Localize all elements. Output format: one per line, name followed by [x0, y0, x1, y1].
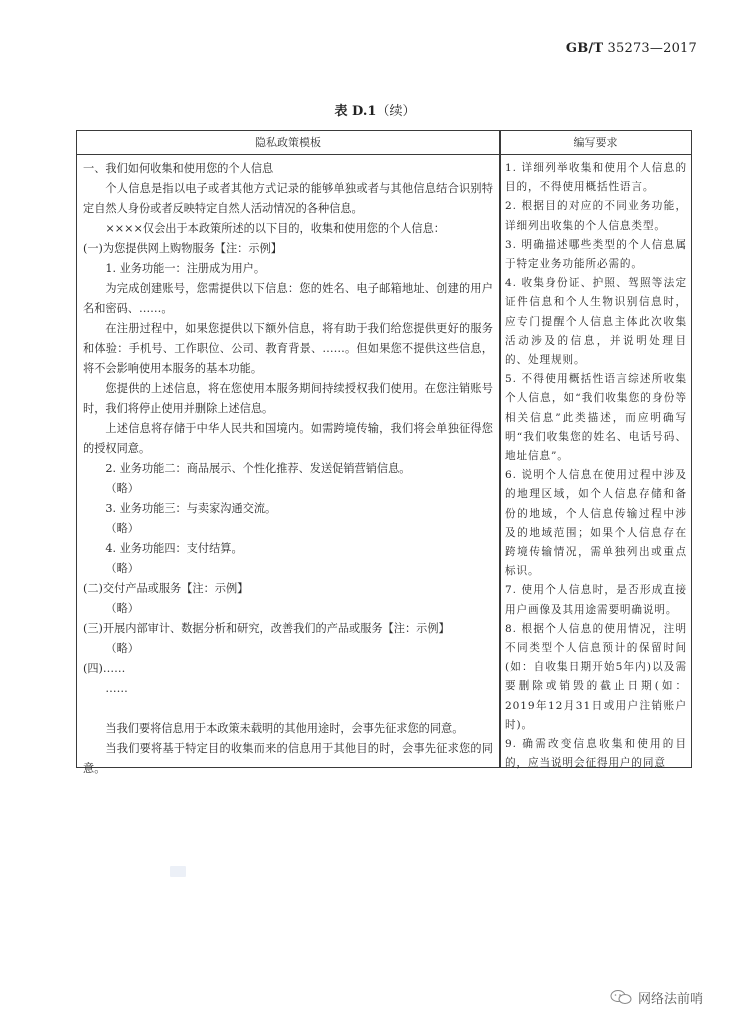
table-title-suffix: （续）	[376, 104, 416, 119]
template-paragraph: 2. 业务功能二：商品展示、个性化推荐、发送促销营销信息。	[105, 462, 411, 475]
paragraph-spacer	[83, 699, 493, 719]
table-title	[0, 100, 750, 119]
template-paragraph: (四)……	[83, 662, 126, 675]
column-header-template: 隐私政策模板	[255, 136, 321, 149]
standard-number: 35273—2017	[607, 41, 697, 56]
template-paragraph: 一、我们如何收集和使用您的个人信息	[83, 162, 274, 175]
requirement-item: 3. 明确描述哪些类型的个人信息属于特定业务功能所必需的。	[505, 238, 687, 271]
template-paragraph: ……	[105, 682, 128, 695]
template-paragraph: (一)为您提供网上购物服务【注：示例】	[83, 242, 282, 255]
template-paragraph: 1. 业务功能一：注册成为用户。	[105, 262, 266, 275]
template-paragraph: （略）	[105, 482, 139, 495]
template-paragraph: 个人信息是指以电子或者其他方式记录的能够单独或者与其他信息结合识别特定自然人身份或者反映特定自然人活动情况的各种信息。	[83, 182, 493, 215]
standard-prefix: GB/T	[565, 41, 604, 56]
template-paragraph: （略）	[105, 642, 139, 655]
template-paragraph: 上述信息将存储于中华人民共和国境内。如需跨境传输，我们将会单独征得您的授权同意。	[83, 422, 493, 455]
template-paragraph: ××××仅会出于本政策所述的以下目的，收集和使用您的个人信息：	[105, 222, 445, 235]
table-title-label: 表 D.1	[334, 104, 377, 119]
footer-brand-name: 网络法前哨	[638, 991, 704, 1007]
requirement-item: 4. 收集身份证、护照、驾照等法定证件信息和个人生物识别信息时，应专门提醒个人信息主体此次收集活动涉及的信息，并说明处理目的、处理规则。	[505, 277, 687, 367]
template-paragraph: （略）	[105, 602, 139, 615]
standard-code	[566, 41, 697, 56]
requirement-item: 6. 说明个人信息在使用过程中涉及的地理区域，如个人信息存储和备份的地域，个人信息传输过程中涉及的地域范围；如果个人信息存在跨境传输情况，需单独列出或重点标识。	[505, 469, 687, 578]
template-paragraph: 4. 业务功能四：支付结算。	[105, 542, 243, 555]
template-column-content	[83, 159, 493, 779]
template-paragraph: （略）	[105, 522, 139, 535]
footer-brand	[610, 985, 703, 1009]
template-paragraph: (二)交付产品或服务【注：示例】	[83, 582, 249, 595]
column-divider	[499, 131, 501, 767]
wechat-icon	[610, 989, 632, 1005]
template-paragraph: （略）	[105, 562, 139, 575]
template-paragraph: (三)开展内部审计、数据分析和研究，改善我们的产品或服务【注：示例】	[83, 622, 450, 635]
template-paragraph: 当我们要将基于特定目的收集而来的信息用于其他目的时，会事先征求您的同意。	[83, 742, 493, 775]
requirement-item: 1. 详细列举收集和使用个人信息的目的，不得使用概括性语言。	[505, 162, 687, 194]
template-paragraph: 为完成创建账号，您需提供以下信息：您的姓名、电子邮箱地址、创建的用户名和密码、……。	[83, 282, 493, 315]
template-paragraph: 在注册过程中，如果您提供以下额外信息，将有助于我们给您提供更好的服务和体验：手机号、工作职位、公司、教育背景、……。但如果您不提供这些信息，将不会影响使用本服务的基本功能。	[83, 322, 493, 375]
template-paragraph: 当我们要将信息用于本政策未载明的其他用途时，会事先征求您的同意。	[105, 722, 464, 735]
requirement-item: 8. 根据个人信息的使用情况，注明不同类型个人信息预计的保留时间(如：自收集日期开始5年内)以及需要删除或销毁的截止日期(如：2019年12月31日或用户注销账户时)。	[505, 622, 687, 731]
column-header-requirements: 编写要求	[573, 136, 618, 149]
requirement-item: 2. 根据目的对应的不同业务功能，详细列出收集的个人信息类型。	[505, 200, 687, 232]
privacy-policy-table	[76, 130, 692, 775]
requirement-item: 5. 不得使用概括性语言综述所收集个人信息，如“我们收集您的身份等相关信息”此类描述，而应明确写明“我们收集您的姓名、电话号码、地址信息”。	[505, 373, 687, 463]
template-paragraph: 您提供的上述信息，将在您使用本服务期间持续授权我们使用。在您注销账号时，我们将停止使用并删除上述信息。	[83, 382, 493, 415]
requirement-item: 9. 确需改变信息收集和使用的目的，应当说明会征得用户的同意	[505, 738, 687, 770]
table-header-row	[77, 131, 691, 155]
requirements-column-content	[505, 159, 687, 774]
requirement-item: 7. 使用个人信息时，是否形成直接用户画像及其用途需要明确说明。	[505, 584, 687, 616]
template-paragraph: 3. 业务功能三：与卖家沟通交流。	[105, 502, 277, 515]
watermark-logo	[170, 866, 186, 877]
